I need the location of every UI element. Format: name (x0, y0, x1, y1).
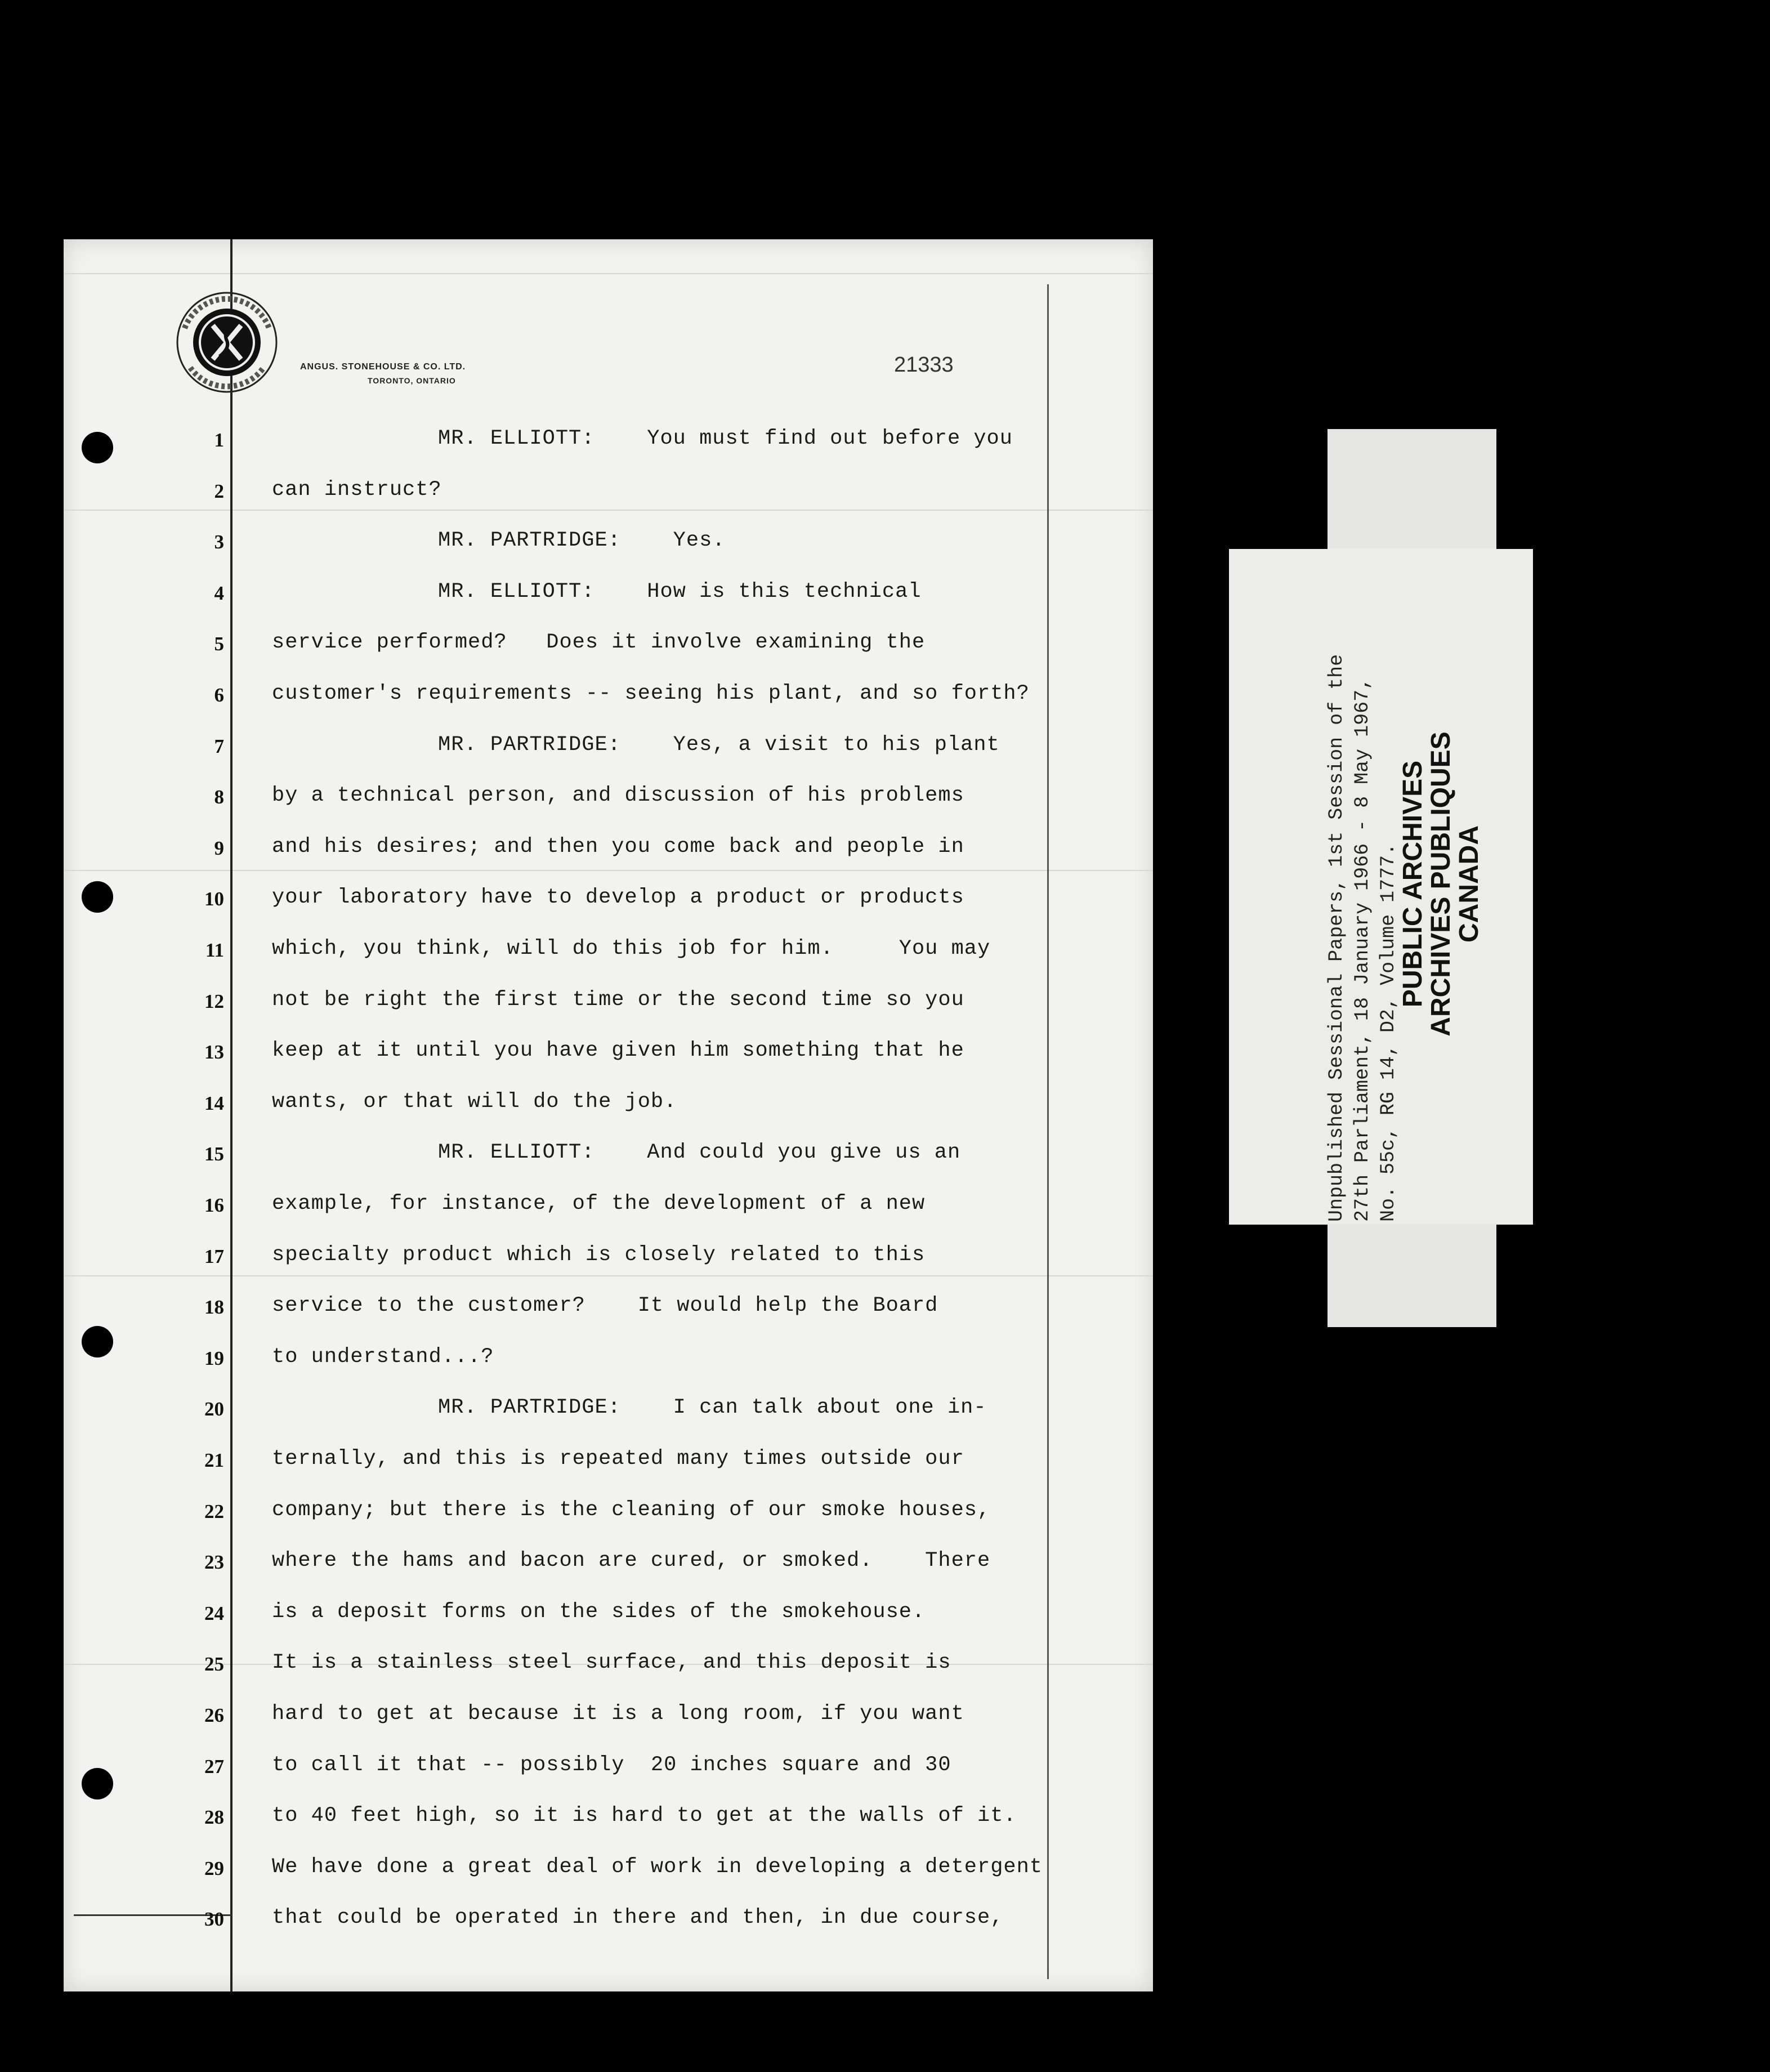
transcript-line: to call it that -- possibly 20 inches square and 30 (272, 1753, 951, 1777)
transcript-line: keep at it until you have given him something that he (272, 1039, 964, 1062)
line-number: 8 (214, 786, 224, 808)
transcript-line: is a deposit forms on the sides of the smokehouse. (272, 1600, 926, 1624)
transcript-line: We have done a great deal of work in developing a detergent (272, 1855, 1043, 1879)
line-number: 17 (204, 1245, 224, 1267)
line-number: 22 (204, 1501, 224, 1522)
transcript-line: MR. PARTRIDGE: I can talk about one in- (438, 1396, 987, 1419)
transcript-line: specialty product which is closely related to this (272, 1243, 926, 1267)
transcript-line: to 40 feet high, so it is hard to get at the walls of it. (272, 1804, 1017, 1828)
transcript-line: example, for instance, of the development of a new (272, 1192, 926, 1216)
transcript-line: and his desires; and then you come back and people in (272, 835, 964, 859)
line-number: 25 (204, 1653, 224, 1675)
page-number: 21333 (894, 353, 954, 377)
firm-name: ANGUS. STONEHOUSE & CO. LTD. (300, 362, 466, 372)
transcript-line: that could be operated in there and then, in due course, (272, 1906, 1004, 1930)
transcript-line: can instruct? (272, 478, 442, 502)
transcription-seal-logo (173, 289, 280, 396)
archive-country: CANADA (1454, 825, 1484, 943)
line-number: 19 (204, 1347, 224, 1369)
line-number: 16 (204, 1194, 224, 1216)
line-number: 27 (204, 1756, 224, 1778)
transcript-line: MR. ELLIOTT: And could you give us an (438, 1141, 961, 1164)
transcript-line: MR. PARTRIDGE: Yes, a visit to his plant (438, 733, 1000, 757)
archive-name-fr: ARCHIVES PUBLIQUES (1426, 731, 1456, 1037)
line-number: 20 (204, 1398, 224, 1420)
transcript-page (64, 239, 1153, 1991)
punch-hole (82, 1768, 113, 1799)
citation-line-3: No. 55c, RG 14, D2, Volume 1777. (1377, 843, 1400, 1222)
line-number: 7 (214, 735, 224, 757)
transcript-line: ternally, and this is repeated many times outside our (272, 1447, 964, 1471)
line-number: 30 (204, 1908, 224, 1930)
line-number: 26 (204, 1704, 224, 1726)
punch-hole (82, 881, 113, 913)
transcript-line: company; but there is the cleaning of our smoke houses, (272, 1498, 991, 1522)
transcript-line: It is a stainless steel surface, and this deposit is (272, 1651, 951, 1674)
archive-stamp (1399, 687, 1483, 1081)
line-number: 5 (214, 633, 224, 655)
line-number: 11 (205, 939, 224, 961)
transcript-line: MR. ELLIOTT: You must find out before you (438, 427, 1013, 450)
transcript-line: MR. PARTRIDGE: Yes. (438, 529, 726, 552)
transcript-line: customer's requirements -- seeing his plant, and so forth? (272, 682, 1030, 705)
transcript-line: which, you think, will do this job for him. You may (272, 937, 991, 961)
line-number: 12 (204, 990, 224, 1012)
line-number: 18 (204, 1296, 224, 1318)
transcript-line: where the hams and bacon are cured, or smoked. There (272, 1549, 991, 1573)
transcript-line: by a technical person, and discussion of his problems (272, 784, 964, 807)
line-number: 13 (204, 1041, 224, 1063)
line-number: 24 (204, 1602, 224, 1624)
line-number: 28 (204, 1806, 224, 1828)
line-number: 23 (204, 1551, 224, 1573)
transcript-line: your laboratory have to develop a product or products (272, 886, 964, 909)
transcript-line: MR. ELLIOTT: How is this technical (438, 580, 922, 604)
archive-citation (1324, 546, 1401, 1222)
transcript-line: service to the customer? It would help the Board (272, 1294, 938, 1318)
line-number: 1 (214, 429, 224, 451)
line-number: 6 (214, 684, 224, 706)
firm-city: TORONTO, ONTARIO (368, 376, 456, 385)
line-number: 21 (204, 1449, 224, 1471)
transcript-line: wants, or that will do the job. (272, 1090, 677, 1114)
left-margin-rule (230, 239, 233, 1991)
line-number: 9 (214, 837, 224, 859)
punch-hole (82, 1326, 113, 1357)
citation-line-1: Unpublished Sessional Papers, 1st Session of the (1325, 654, 1348, 1222)
line-number: 10 (204, 888, 224, 910)
punch-hole (82, 432, 113, 463)
line-number: 4 (214, 582, 224, 604)
line-number: 14 (204, 1092, 224, 1114)
line-number: 3 (214, 531, 224, 553)
firm-letterhead (300, 360, 466, 387)
transcript-line: to understand...? (272, 1345, 494, 1369)
citation-line-2: 27th Parliament, 18 January 1966 - 8 May 1967, (1351, 677, 1374, 1222)
line-number: 2 (214, 480, 224, 502)
transcript-line: service performed? Does it involve examining the (272, 631, 926, 654)
archive-name-en: PUBLIC ARCHIVES (1398, 760, 1428, 1008)
right-margin-rule (1047, 284, 1049, 1979)
line-number: 15 (204, 1143, 224, 1165)
transcript-line: hard to get at because it is a long room, if you want (272, 1702, 964, 1726)
transcript-line: not be right the first time or the second time so you (272, 988, 964, 1012)
line-number: 29 (204, 1857, 224, 1879)
